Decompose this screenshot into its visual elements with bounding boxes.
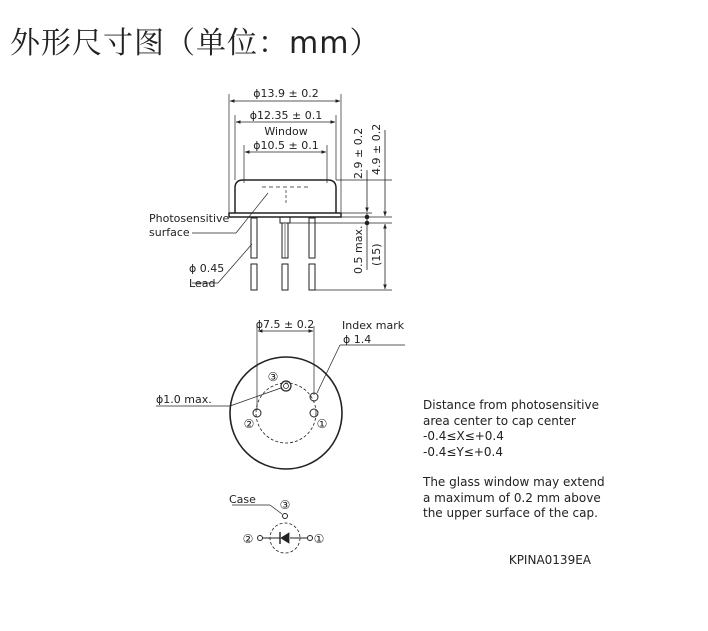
dim-lead-length: (15): [370, 243, 383, 266]
note-line: area center to cap center: [423, 413, 576, 428]
bottom-pin-2: ②: [243, 417, 255, 431]
dim-cap-height: 2.9 ± 0.2: [352, 127, 365, 179]
glass-window-note: [423, 475, 605, 522]
bottom-pin-3: ③: [267, 370, 279, 384]
note-line: -0.4≤X≤+0.4: [423, 429, 504, 443]
dim-window-diameter: ϕ10.5 ± 0.1: [253, 139, 319, 152]
case-label: Case: [229, 493, 256, 506]
lead-diameter: ϕ 0.45: [189, 262, 225, 275]
schematic-pin-2: ②: [242, 532, 254, 546]
note-line: The glass window may extend: [423, 475, 605, 489]
lead-label: Lead: [189, 277, 216, 290]
schematic-pin-1: ①: [313, 532, 325, 546]
window-label: Window: [264, 125, 308, 138]
note-line: a maximum of 0.2 mm above: [423, 490, 601, 505]
distance-note: [423, 398, 599, 460]
photosensitive-label: Photosensitive: [149, 212, 230, 225]
pin-diameter-label: ϕ1.0 max.: [156, 393, 212, 406]
index-mark-label: Index mark: [342, 319, 405, 332]
dim-overall-diameter: ϕ13.9 ± 0.2: [253, 87, 319, 100]
bottom-pin-1: ①: [316, 417, 328, 431]
dim-cap-diameter: ϕ12.35 ± 0.1: [249, 109, 323, 122]
index-mark-diameter: ϕ 1.4: [343, 333, 372, 346]
dim-gap: 0.5 max.: [352, 225, 365, 274]
schematic-pin-3: ③: [279, 498, 291, 512]
note-line: Distance from photosensitive: [423, 398, 599, 412]
photosensitive-label-2: surface: [149, 226, 190, 239]
note-line: -0.4≤Y≤+0.4: [423, 444, 503, 459]
drawing-code: KPINA0139EA: [508, 553, 591, 567]
page-title: 外形尺寸图（单位：mm）: [10, 26, 381, 61]
note-line: the upper surface of the cap.: [423, 506, 598, 520]
dim-pin-circle: ϕ7.5 ± 0.2: [255, 318, 315, 331]
dim-total-height: 4.9 ± 0.2: [370, 123, 383, 175]
